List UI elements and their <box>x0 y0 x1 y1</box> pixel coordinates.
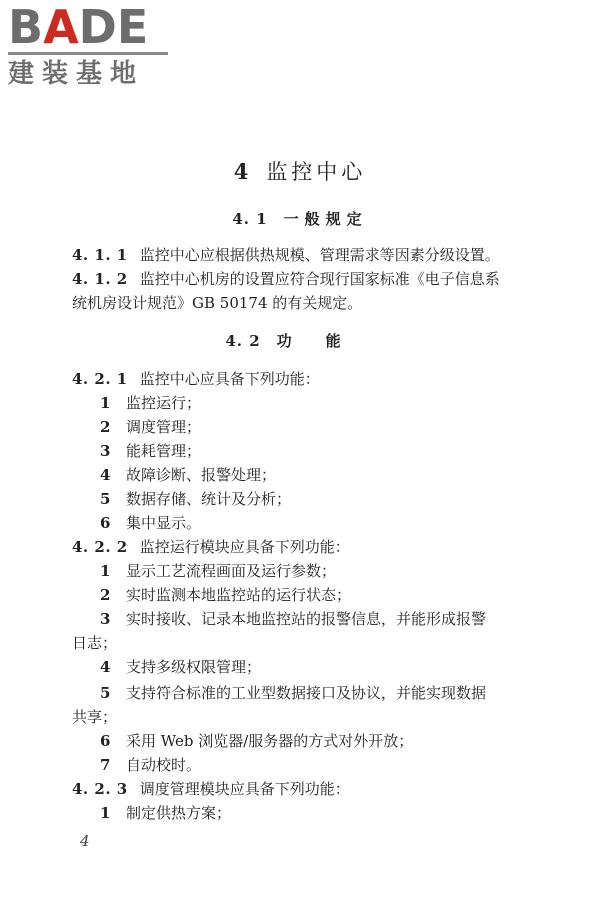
list-item <box>100 584 351 605</box>
clause-text: 监控运行模块应具备下列功能： <box>139 538 350 556</box>
clause-number: 4. 1. 1 <box>72 246 128 264</box>
item-text: 制定供热方案； <box>126 804 232 822</box>
clause-text: 调度管理模块应具备下列功能： <box>139 780 350 798</box>
section-heading-4-1 <box>0 208 600 229</box>
item-text: 支持多级权限管理； <box>126 658 262 676</box>
clause-4-2-1 <box>72 368 320 389</box>
item-text: 集中显示。 <box>126 514 202 532</box>
item-number: 1 <box>100 562 111 580</box>
clause-number: 4. 1. 2 <box>72 270 128 288</box>
logo-letter-b: B <box>8 0 44 54</box>
clause-4-1-2 <box>72 268 500 289</box>
item-text: 实时接收、记录本地监控站的报警信息，并能形成报警 <box>126 610 487 628</box>
section-heading-4-2 <box>0 330 600 351</box>
item-number: 1 <box>100 804 111 822</box>
item-text: 监控运行； <box>126 394 202 412</box>
clause-4-1-2-continuation: 统机房设计规范》GB 50174 的有关规定。 <box>72 294 363 312</box>
list-item <box>100 560 336 581</box>
item-number: 2 <box>100 586 111 604</box>
item-text: 采用 Web 浏览器/服务器的方式对外开放； <box>126 732 414 750</box>
list-item <box>100 440 201 461</box>
item-number: 1 <box>100 394 111 412</box>
item-number: 6 <box>100 732 111 750</box>
list-item <box>100 512 201 533</box>
list-item <box>100 802 231 823</box>
list-item-continuation: 日志； <box>72 634 118 652</box>
list-item <box>100 682 486 703</box>
list-item <box>100 488 291 509</box>
logo-letter-a: A <box>43 0 79 54</box>
logo-letters-de: DE <box>78 0 149 54</box>
clause-4-2-3 <box>72 778 350 799</box>
list-item-continuation: 共享； <box>72 708 118 726</box>
clause-number: 4. 2. 1 <box>72 370 128 388</box>
clause-text: 监控中心应具备下列功能： <box>139 370 320 388</box>
clause-text: 监控中心机房的设置应符合现行国家标准《电子信息系 <box>139 270 500 288</box>
item-text: 显示工艺流程画面及运行参数； <box>126 562 337 580</box>
item-number: 2 <box>100 418 111 436</box>
item-text: 调度管理； <box>126 418 202 436</box>
item-text: 故障诊断、报警处理； <box>126 466 277 484</box>
item-number: 3 <box>100 610 111 628</box>
clause-4-2-2 <box>72 536 350 557</box>
list-item <box>100 416 201 437</box>
chapter-heading <box>0 156 600 186</box>
item-number: 4 <box>100 658 111 676</box>
item-number: 6 <box>100 514 111 532</box>
list-item <box>100 464 276 485</box>
item-number: 5 <box>100 490 111 508</box>
clause-number: 4. 2. 3 <box>72 780 128 798</box>
chapter-title: 监控中心 <box>266 160 367 184</box>
item-text: 支持符合标准的工业型数据接口及协议，并能实现数据 <box>126 684 487 702</box>
item-text: 数据存储、统计及分析； <box>126 490 292 508</box>
section-title: 功能 <box>276 332 375 350</box>
item-number: 4 <box>100 466 111 484</box>
item-text: 实时监测本地监控站的运行状态； <box>126 586 352 604</box>
item-text: 自动校时。 <box>126 756 202 774</box>
item-number: 3 <box>100 442 111 460</box>
chapter-number: 4 <box>233 159 253 184</box>
logo-wordmark <box>8 0 178 54</box>
logo-subtitle: 建装基地 <box>8 59 145 89</box>
list-item <box>100 730 413 751</box>
list-item <box>100 392 201 413</box>
list-item <box>100 754 201 775</box>
bade-logo <box>8 0 178 89</box>
page-number: 4 <box>80 832 90 850</box>
clause-number: 4. 2. 2 <box>72 538 128 556</box>
section-number: 4. 2 <box>225 332 261 350</box>
clause-text: 监控中心应根据供热规模、管理需求等因素分级设置。 <box>139 246 500 264</box>
clause-4-1-1 <box>72 244 500 265</box>
list-item <box>100 608 486 629</box>
item-text: 能耗管理； <box>126 442 202 460</box>
section-title: 一般规定 <box>283 210 368 228</box>
item-number: 5 <box>100 684 111 702</box>
section-number: 4. 1 <box>232 210 268 228</box>
item-number: 7 <box>100 756 111 774</box>
list-item <box>100 656 261 677</box>
